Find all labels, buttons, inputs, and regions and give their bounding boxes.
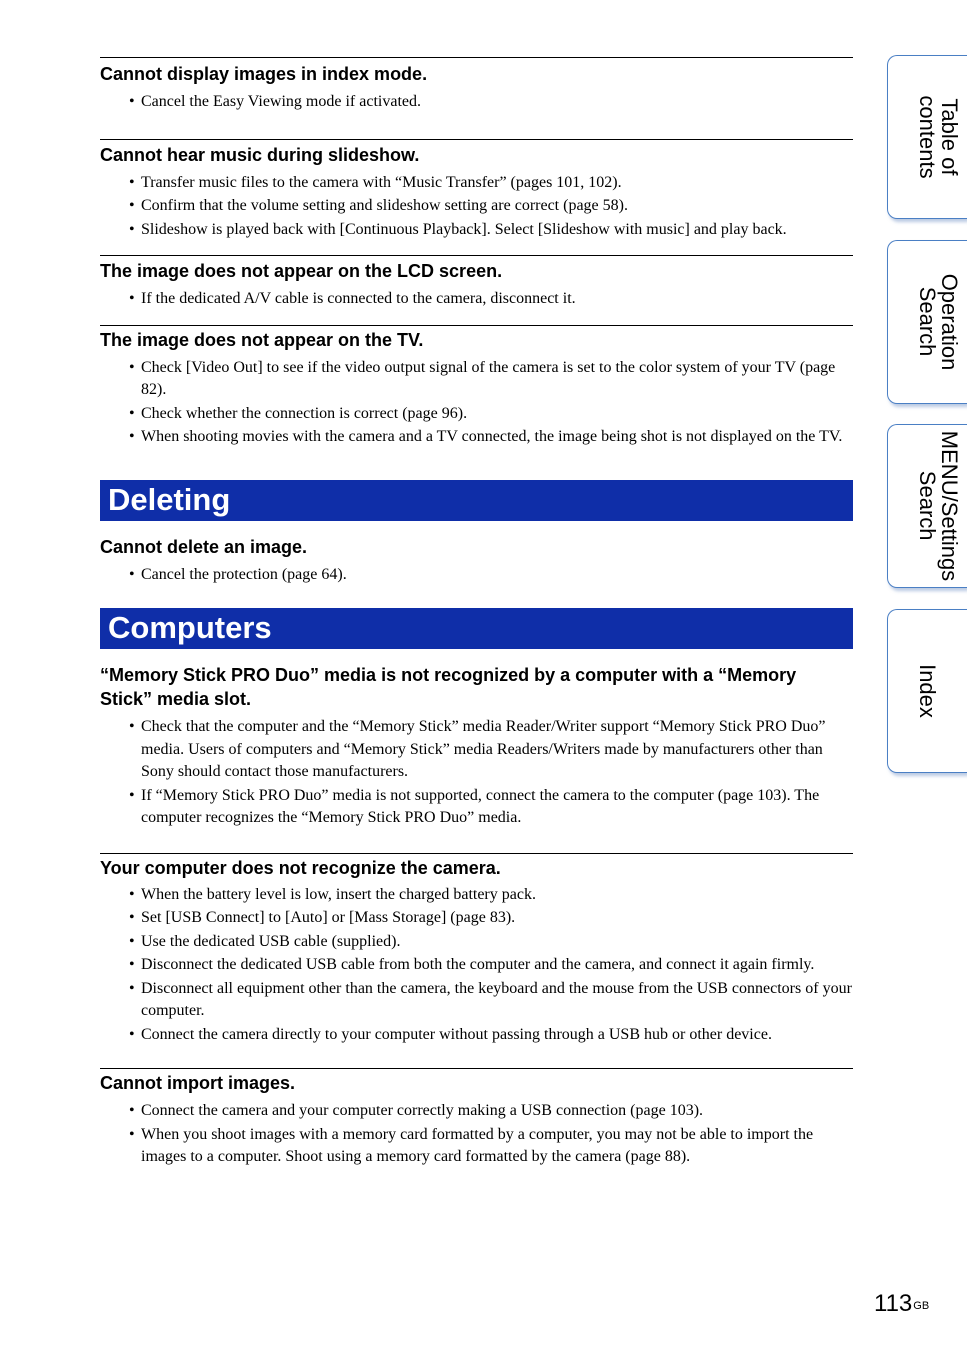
page-number-suffix: GB bbox=[913, 1300, 930, 1312]
tab-table-of-contents[interactable] bbox=[887, 55, 967, 219]
list-item: • When shooting movies with the camera and a TV connected, the image being shot is not displayed on the TV. bbox=[100, 426, 853, 449]
list-item: • Cancel the protection (page 64). bbox=[100, 564, 853, 587]
section-heading: Cannot display images in index mode. bbox=[100, 64, 428, 84]
section-index-mode bbox=[100, 57, 853, 114]
section-divider bbox=[100, 57, 853, 58]
section-heading: Cannot delete an image. bbox=[100, 536, 308, 557]
list-item: • Disconnect all equipment other than the camera, the keyboard and the mouse from the USB connectors of your computer. bbox=[100, 978, 853, 1023]
bullet-list bbox=[100, 716, 853, 830]
section-heading: The image does not appear on the LCD screen. bbox=[100, 261, 503, 281]
section-heading: Cannot import images. bbox=[100, 1073, 296, 1093]
bullet-list bbox=[100, 91, 853, 114]
list-item: • Connect the camera directly to your computer without passing through a USB hub or other device. bbox=[100, 1024, 853, 1047]
section-divider bbox=[100, 853, 853, 854]
page-number-value: 113 bbox=[874, 1290, 913, 1317]
list-item: • Check [Video Out] to see if the video output signal of the camera is set to the color system of your TV (page 82). bbox=[100, 357, 853, 402]
section-tv bbox=[100, 325, 853, 449]
section-lcd-screen bbox=[100, 255, 853, 311]
bullet-list bbox=[100, 1100, 853, 1169]
section-deleting bbox=[100, 480, 853, 587]
page-number bbox=[874, 1290, 929, 1318]
list-item: • Set [USB Connect] to [Auto] or [Mass Storage] (page 83). bbox=[100, 907, 853, 930]
list-item: • Confirm that the volume setting and slideshow setting are correct (page 58). bbox=[100, 195, 853, 218]
list-item: • Disconnect the dedicated USB cable from both the computer and the camera, and connect it again firmly. bbox=[100, 954, 853, 977]
list-item: • Use the dedicated USB cable (supplied). bbox=[100, 931, 853, 954]
list-item: • If the dedicated A/V cable is connected to the camera, disconnect it. bbox=[100, 288, 853, 311]
tab-label: MENU/Settings Search bbox=[915, 430, 962, 582]
list-item: • Check whether the connection is correct (page 96). bbox=[100, 403, 853, 426]
tab-label: Operation Search bbox=[915, 273, 962, 371]
list-item: • Transfer music files to the camera with “Music Transfer” (pages 101, 102). bbox=[100, 172, 853, 195]
section-divider bbox=[100, 255, 853, 256]
bullet-list bbox=[100, 884, 853, 1047]
section-import-images bbox=[100, 1068, 853, 1169]
list-item: • Cancel the Easy Viewing mode if activated. bbox=[100, 91, 853, 114]
section-divider bbox=[100, 139, 853, 140]
section-computer-recognize bbox=[100, 853, 853, 1047]
section-heading: The image does not appear on the TV. bbox=[100, 329, 424, 350]
section-divider bbox=[100, 325, 853, 326]
category-banner-deleting: Deleting bbox=[100, 480, 853, 521]
section-heading: Your computer does not recognize the camera. bbox=[100, 857, 501, 878]
list-item: • Slideshow is played back with [Continuous Playback]. Select [Slideshow with music] and play back. bbox=[100, 219, 853, 242]
tab-menu-settings-search[interactable] bbox=[887, 424, 967, 588]
bullet-list bbox=[100, 172, 853, 242]
tab-label: Table of contents bbox=[915, 95, 962, 179]
bullet-list bbox=[100, 564, 853, 587]
bullet-list bbox=[100, 288, 853, 311]
list-item: • Connect the camera and your computer correctly making a USB connection (page 103). bbox=[100, 1100, 853, 1123]
list-item: • If “Memory Stick PRO Duo” media is not supported, connect the camera to the computer (page 103). The computer recognizes the “Memory Stick PRO Duo” media. bbox=[100, 785, 853, 830]
section-heading: Cannot hear music during slideshow. bbox=[100, 144, 420, 165]
section-divider bbox=[100, 1068, 853, 1069]
list-item: • Check that the computer and the “Memory Stick” media Reader/Writer support “Memory Stick PRO Duo” media. Users of computers and “Memory Stick” media Readers/Writers made by manufacturers other than Sony should contact those manufacturers. bbox=[100, 716, 853, 784]
list-item: • When you shoot images with a memory card formatted by a computer, you may not be able to import the images to a computer. Shoot using a memory card formatted by the camera (page 88). bbox=[100, 1124, 853, 1169]
section-computers bbox=[100, 608, 853, 830]
list-item: • When the battery level is low, insert the charged battery pack. bbox=[100, 884, 853, 907]
tab-label: Index bbox=[915, 664, 940, 718]
tab-operation-search[interactable] bbox=[887, 240, 967, 404]
page-content bbox=[100, 57, 853, 1170]
category-banner-computers: Computers bbox=[100, 608, 853, 649]
tab-index[interactable] bbox=[887, 609, 967, 773]
section-slideshow-music bbox=[100, 139, 853, 242]
section-heading: “Memory Stick PRO Duo” media is not recognized by a computer with a “Memory Stick” media slot. bbox=[100, 665, 797, 709]
bullet-list bbox=[100, 357, 853, 449]
